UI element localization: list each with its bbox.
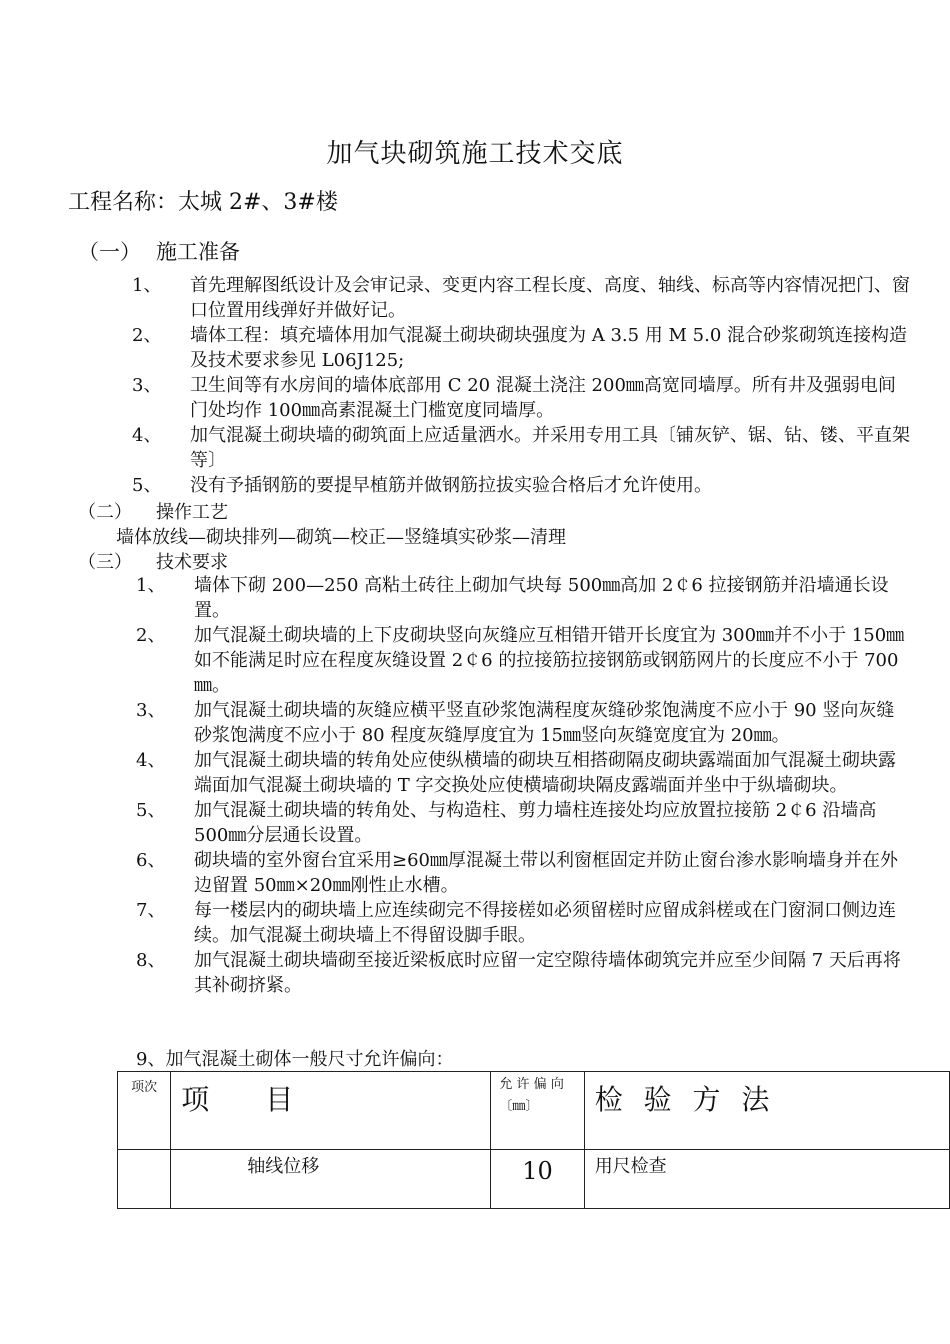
list-item bbox=[0, 848, 910, 898]
item-text: 墙体工程：填充墙体用加气混凝土砌块砌块强度为 A 3.5 用 M 5.0 混合砂浆砌筑连接构造及技术要求参见 L06J125; bbox=[190, 325, 908, 371]
item-text: 加气混凝土砌块墙砌至接近梁板底时应留一定空隙待墙体砌筑完并应至少间隔 7 天后再将其补砌挤紧。 bbox=[194, 950, 901, 996]
item-text: 加气混凝土砌块墙的上下皮砌块竖向灰缝应互相错开错开长度宜为 300㎜并不小于 150㎜如不能满足时应在程度灰缝设置 2￠6 的拉接筋拉接钢筋或钢筋网片的长度应不小于 700㎜。 bbox=[194, 625, 905, 696]
list-item bbox=[0, 573, 910, 623]
item-text: 砌块墙的室外窗台宜采用≥60㎜厚混凝土带以利窗框固定并防止窗台渗水影响墙身并在外边留置 50㎜×20㎜刚性止水槽。 bbox=[194, 850, 898, 896]
item-number: 2、 bbox=[132, 325, 162, 346]
list-item bbox=[0, 898, 910, 948]
table-row bbox=[118, 1150, 950, 1209]
section-heading-tech bbox=[78, 548, 228, 574]
section-number: （一） bbox=[78, 240, 141, 264]
section-number: （二） bbox=[78, 502, 132, 523]
item-text: 加气混凝土砌块墙的转角处应使纵横墙的砌块互相搭砌隔皮砌块露端面加气混凝土砌块露端面加气混凝土砌块墙的 T 字交换处应使横墙砌块隔皮露端面并坐中于纵墙砌块。 bbox=[194, 750, 896, 796]
project-name: 工程名称：太城 2#、3#楼 bbox=[68, 190, 338, 215]
cell-method: 用尺检查 bbox=[584, 1150, 949, 1209]
section-title: 操作工艺 bbox=[156, 502, 228, 523]
item-number: 1、 bbox=[132, 275, 162, 296]
item-text: 每一楼层内的砌块墙上应连续砌完不得接槎如必须留槎时应留成斜槎或在门窗洞口侧边连续。加气混凝土砌块墙上不得留设脚手眼。 bbox=[194, 900, 896, 946]
header-allow: 允 许 偏 向 〔㎜〕 bbox=[491, 1072, 584, 1150]
item-number: 4、 bbox=[132, 425, 162, 446]
document-title: 加气块砌筑施工技术交底 bbox=[326, 139, 624, 169]
tech-list bbox=[0, 573, 950, 998]
item-number: 3、 bbox=[132, 375, 162, 396]
list-item bbox=[0, 748, 910, 798]
list-item bbox=[0, 948, 910, 998]
section-title: 技术要求 bbox=[156, 552, 228, 573]
item-number: 5、 bbox=[132, 475, 162, 496]
item-text: 墙体下砌 200—250 高粘土砖往上砌加气块每 500㎜高加 2￠6 拉接钢筋并沿墙通长设置。 bbox=[194, 575, 889, 621]
table-header-row bbox=[118, 1072, 950, 1150]
cell-item: 轴线位移 bbox=[171, 1150, 491, 1209]
header-no: 项次 bbox=[118, 1072, 171, 1150]
cell-allow: 10 bbox=[491, 1150, 584, 1209]
list-item bbox=[0, 698, 910, 748]
process-flow: 墙体放线—砌块排列—砌筑—校正—竖缝填实砂浆—清理 bbox=[116, 527, 566, 548]
list-item bbox=[0, 473, 910, 498]
item-text: 卫生间等有水房间的墙体底部用 C 20 混凝土浇注 200㎜高宽同墙厚。所有井及强弱电间门处均作 100㎜高素混凝土门槛宽度同墙厚。 bbox=[190, 375, 896, 421]
item-text: 没有予插钢筋的要提早植筋并做钢筋拉拔实验合格后才允许使用。 bbox=[190, 475, 712, 496]
prep-list bbox=[0, 273, 950, 498]
item-number: 3、 bbox=[136, 700, 166, 721]
item-text: 首先理解图纸设计及会审记录、变更内容工程长度、高度、轴线、标高等内容情况把门、窗口位置用线弹好并做好记。 bbox=[190, 275, 910, 321]
section-heading-prep bbox=[78, 236, 240, 266]
tolerance-table bbox=[117, 1071, 950, 1209]
list-item bbox=[0, 798, 910, 848]
section-heading-process bbox=[78, 498, 228, 524]
item-number: 6、 bbox=[136, 850, 166, 871]
item-number: 5、 bbox=[136, 800, 166, 821]
list-item bbox=[0, 373, 910, 423]
item-number: 1、 bbox=[136, 575, 166, 596]
cell-no bbox=[118, 1150, 171, 1209]
header-method: 检 验 方 法 bbox=[584, 1072, 949, 1150]
list-item bbox=[0, 273, 910, 323]
section-title: 施工准备 bbox=[156, 240, 240, 264]
header-item: 项 目 bbox=[171, 1072, 491, 1150]
item-text: 加气混凝土砌块墙的灰缝应横平竖直砂浆饱满程度灰缝砂浆饱满度不应小于 90 竖向灰缝砂浆饱满度不应小于 80 程度灰缝厚度宜为 15㎜竖向灰缝宽度宜为 20㎜。 bbox=[194, 700, 895, 746]
list-item bbox=[0, 323, 910, 373]
item-number: 4、 bbox=[136, 750, 166, 771]
item-number: 7、 bbox=[136, 900, 166, 921]
item-number: 8、 bbox=[136, 950, 166, 971]
list-item bbox=[0, 423, 910, 473]
item-text: 加气混凝土砌块墙的转角处、与构造柱、剪力墙柱连接处均应放置拉接筋 2￠6 沿墙高 500㎜分层通长设置。 bbox=[194, 800, 877, 846]
tolerance-heading: 9、加气混凝土砌体一般尺寸允许偏向： bbox=[136, 1049, 454, 1070]
section-number: （三） bbox=[78, 552, 132, 573]
list-item bbox=[0, 623, 910, 698]
item-number: 2、 bbox=[136, 625, 166, 646]
item-text: 加气混凝土砌块墙的砌筑面上应适量洒水。并采用专用工具〔铺灰铲、锯、钻、镂、平直架等〕 bbox=[190, 425, 910, 471]
